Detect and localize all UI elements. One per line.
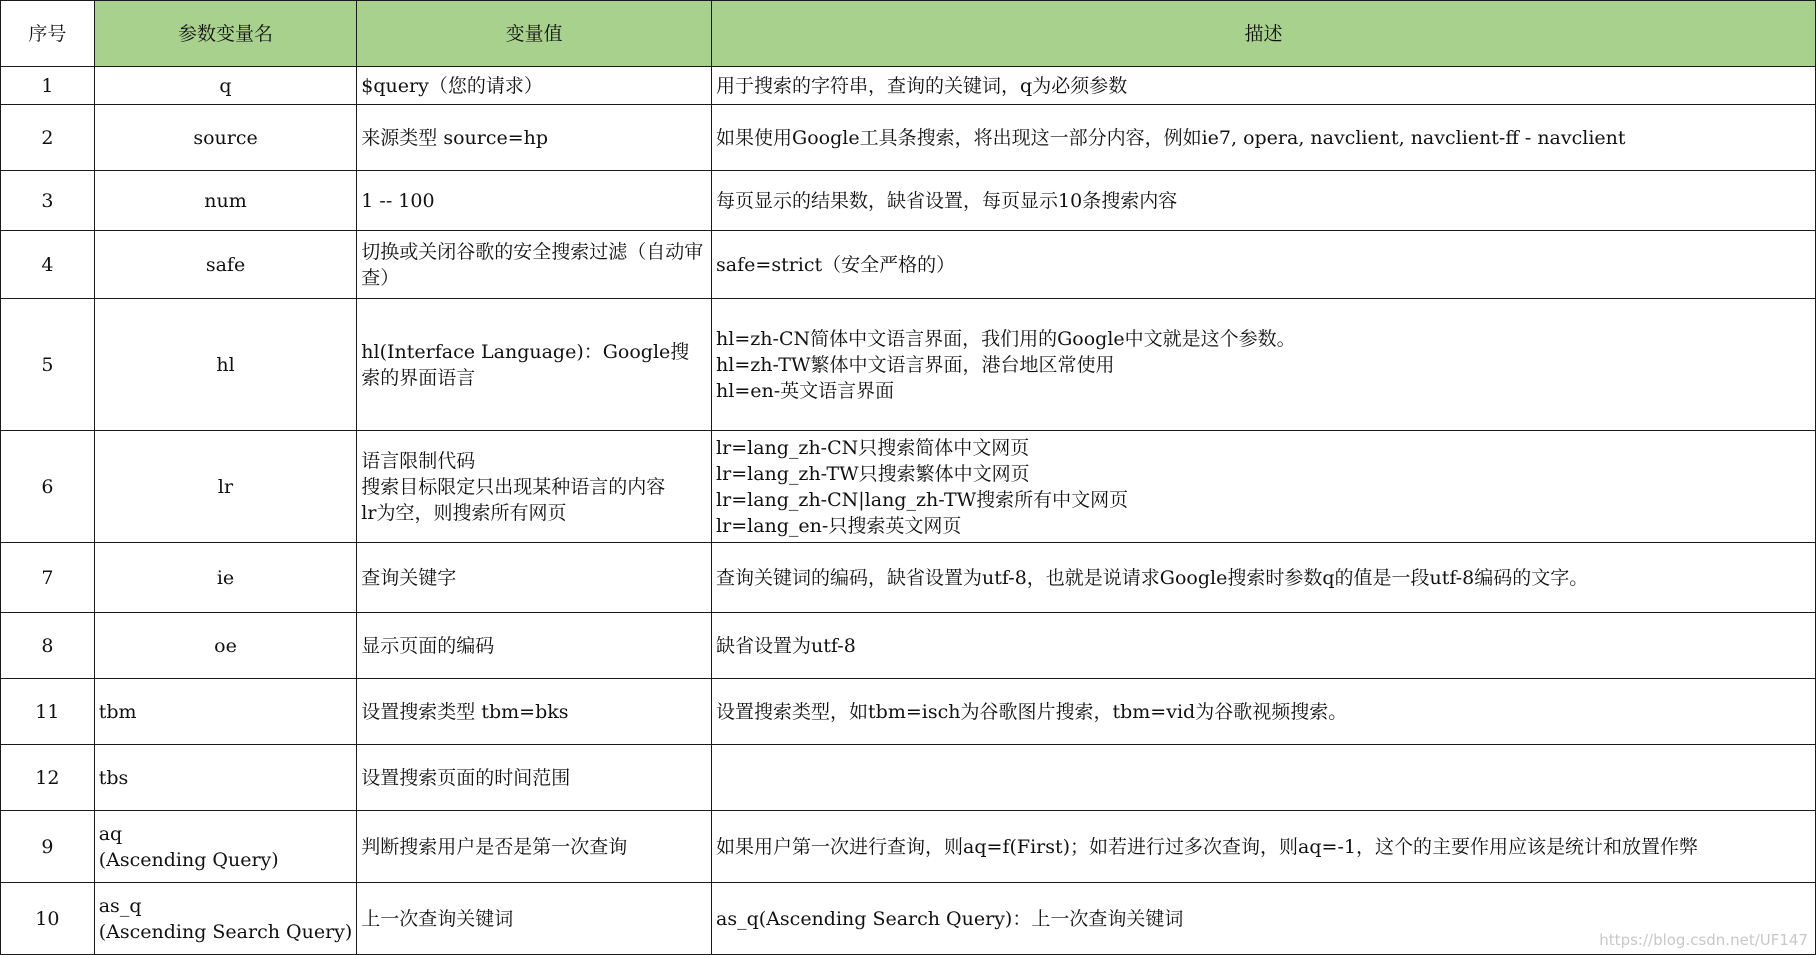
cell-value-text: 设置搜索页面的时间范围 [361, 766, 571, 789]
cell-description-text: 查询关键词的编码，缺省设置为utf-8，也就是说请求Google搜索时参数q的值是一段utf-8编码的文字。 [716, 566, 1589, 589]
header-value: 变量值 [357, 1, 712, 67]
header-param-name: 参数变量名 [94, 1, 357, 67]
cell-value [357, 105, 712, 171]
cell-description [712, 679, 1816, 745]
table-row [1, 431, 1816, 543]
cell-value-text: 来源类型 source=hp [361, 126, 549, 149]
cell-param-name [94, 543, 357, 613]
cell-param-name-text: q [219, 74, 232, 97]
cell-value-text: 1 -- 100 [361, 189, 435, 212]
cell-description-text: lr=lang_zh-CN|lang_zh-TW搜索所有中文网页 [716, 488, 1129, 511]
cell-description-text: 每页显示的结果数，缺省设置，每页显示10条搜索内容 [716, 189, 1178, 212]
cell-param-name-text: hl [216, 353, 235, 376]
cell-index: 8 [1, 613, 95, 679]
cell-index: 2 [1, 105, 95, 171]
cell-index: 10 [1, 883, 95, 955]
cell-description [712, 745, 1816, 811]
cell-description [712, 613, 1816, 679]
cell-value [357, 543, 712, 613]
cell-description-text: 如果使用Google工具条搜索，将出现这一部分内容，例如ie7, opera, navclient, navclient-ff - navclient [716, 126, 1626, 149]
cell-value-text: hl(Interface Language)：Google搜索的界面语言 [361, 340, 690, 389]
cell-value [357, 883, 712, 955]
cell-description-text: lr=lang_en-只搜索英文网页 [716, 514, 962, 537]
cell-description-text: 如果用户第一次进行查询，则aq=f(First)；如若进行过多次查询，则aq=-1，这个的主要作用应该是统计和放置作弊 [716, 835, 1698, 858]
cell-param-name [94, 745, 357, 811]
cell-description [712, 431, 1816, 543]
cell-param-name [94, 171, 357, 231]
cell-index: 9 [1, 811, 95, 883]
cell-description-text: lr=lang_zh-TW只搜索繁体中文网页 [716, 462, 1030, 485]
cell-param-name [94, 811, 357, 883]
cell-description-text: 用于搜索的字符串，查询的关键词，q为必须参数 [716, 74, 1128, 97]
cell-value-text: 上一次查询关键词 [361, 907, 514, 930]
cell-description [712, 299, 1816, 431]
cell-value [357, 171, 712, 231]
cell-value [357, 811, 712, 883]
header-description: 描述 [712, 1, 1816, 67]
cell-description-text: 缺省设置为utf-8 [716, 634, 856, 657]
cell-value [357, 299, 712, 431]
cell-index: 5 [1, 299, 95, 431]
cell-description-text: as_q(Ascending Search Query)：上一次查询关键词 [716, 907, 1184, 930]
cell-value [357, 745, 712, 811]
cell-description [712, 105, 1816, 171]
cell-index: 6 [1, 431, 95, 543]
cell-value [357, 613, 712, 679]
cell-param-name-text: lr [217, 475, 234, 498]
cell-index: 4 [1, 231, 95, 299]
cell-param-name-text: (Ascending Query) [98, 848, 279, 871]
cell-param-name-text: as_q [98, 894, 142, 917]
cell-description [712, 811, 1816, 883]
cell-value-text: 搜索目标限定只出现某种语言的内容 [361, 475, 666, 498]
cell-value-text: 切换或关闭谷歌的安全搜索过滤（自动审查） [361, 240, 704, 289]
cell-value-text: lr为空，则搜索所有网页 [361, 501, 567, 524]
cell-description-text: safe=strict（安全严格的） [716, 253, 956, 276]
table-row [1, 171, 1816, 231]
table-row [1, 811, 1816, 883]
cell-index: 11 [1, 679, 95, 745]
cell-param-name-text: tbm [98, 700, 137, 723]
cell-value [357, 67, 712, 105]
watermark: https://blog.csdn.net/UF147 [1599, 931, 1808, 949]
cell-description-text: hl=en-英文语言界面 [716, 379, 895, 402]
cell-param-name [94, 105, 357, 171]
cell-description [712, 67, 1816, 105]
cell-param-name [94, 613, 357, 679]
table-row [1, 105, 1816, 171]
table-row [1, 883, 1816, 955]
cell-param-name-text: safe [205, 253, 246, 276]
cell-param-name [94, 679, 357, 745]
header-row [1, 1, 1816, 67]
table-row [1, 67, 1816, 105]
cell-param-name-text: tbs [98, 766, 129, 789]
cell-value [357, 679, 712, 745]
cell-param-name [94, 883, 357, 955]
cell-description-text: hl=zh-TW繁体中文语言界面，港台地区常使用 [716, 353, 1115, 376]
cell-param-name [94, 431, 357, 543]
cell-index: 12 [1, 745, 95, 811]
table-row [1, 231, 1816, 299]
cell-value-text: 判断搜索用户是否是第一次查询 [361, 835, 628, 858]
table-row [1, 613, 1816, 679]
cell-index: 1 [1, 67, 95, 105]
cell-description-text: 设置搜索类型，如tbm=isch为谷歌图片搜索，tbm=vid为谷歌视频搜索。 [716, 700, 1348, 723]
cell-value-text: 设置搜索类型 tbm=bks [361, 700, 569, 723]
cell-value [357, 231, 712, 299]
cell-value-text: 语言限制代码 [361, 449, 476, 472]
cell-param-name-text: source [193, 126, 258, 149]
table-row [1, 543, 1816, 613]
cell-index: 3 [1, 171, 95, 231]
header-index: 序号 [1, 1, 95, 67]
cell-param-name [94, 231, 357, 299]
cell-description-text: hl=zh-CN简体中文语言界面，我们用的Google中文就是这个参数。 [716, 327, 1296, 350]
cell-value-text: 查询关键字 [361, 566, 457, 589]
cell-value-text: $query（您的请求） [361, 74, 543, 97]
cell-param-name-text: ie [216, 566, 235, 589]
cell-param-name-text: oe [214, 634, 237, 657]
table-row [1, 679, 1816, 745]
cell-param-name-text: (Ascending Search Query) [98, 920, 353, 943]
table-row [1, 745, 1816, 811]
cell-param-name [94, 67, 357, 105]
cell-description [712, 543, 1816, 613]
cell-description-text: lr=lang_zh-CN只搜索简体中文网页 [716, 436, 1030, 459]
cell-param-name [94, 299, 357, 431]
cell-description [712, 231, 1816, 299]
cell-index: 7 [1, 543, 95, 613]
cell-value-text: 显示页面的编码 [361, 634, 495, 657]
table-row [1, 299, 1816, 431]
cell-param-name-text: num [204, 189, 247, 212]
cell-param-name-text: aq [98, 822, 123, 845]
cell-value [357, 431, 712, 543]
cell-description [712, 171, 1816, 231]
